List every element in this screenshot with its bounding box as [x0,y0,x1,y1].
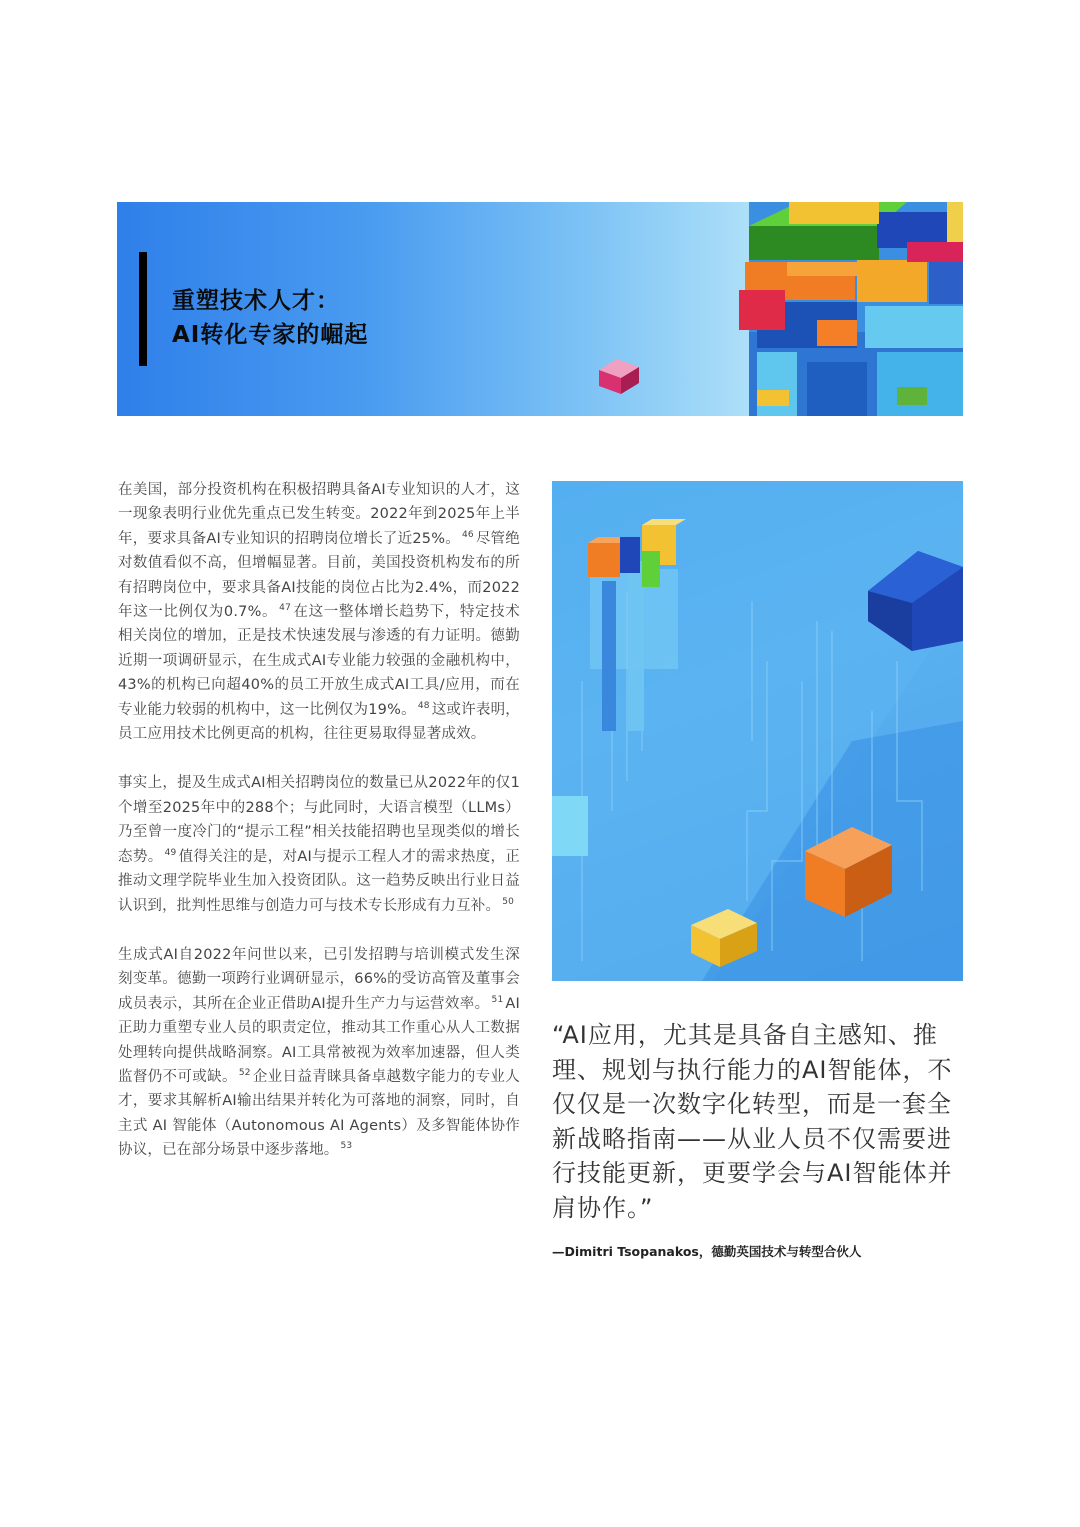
footnote-ref: 53 [340,1141,353,1152]
footnote-ref: 50 [502,896,515,907]
paragraph-1 [118,478,520,746]
footnote-ref: 46 [461,529,474,540]
p2-text-a: 事实上，提及生成式AI相关招聘岗位的数量已从2022年的仅1个增至2025年中的288个；与此同时，大语言模型（LLMs）乃至曾一度冷门的“提示工程”相关技能招聘也呈现类似的增长态势。 [118,775,520,865]
footnote-ref: 47 [279,603,291,614]
footnote-ref: 49 [164,847,177,858]
p1-text-c: 在这一整体增长趋势下，特定技术相关岗位的增加，正是技术快速发展与渗透的有力证明。德勤近期一项调研显示，在生成式AI专业能力较强的金融机构中，43%的机构已向超40%的员工开放生成式AI工具/应用，而在专业能力较弱的机构中，这一比例仅为19%。 [118,604,520,718]
p3-text-a: 生成式AI自2022年问世以来，已引发招聘与培训模式发生深刻变革。德勤一项跨行业调研显示，66%的受访高管及董事会成员表示，其所在企业正借助AI提升生产力与运营效率。 [118,946,520,1012]
header-banner [117,202,963,416]
paragraph-3 [118,943,520,1163]
footnote-ref: 52 [238,1068,251,1079]
paragraph-2 [118,771,520,917]
footnote-ref: 48 [417,700,430,711]
p1-text-b: 尽管绝对数值看似不高，但增幅显著。目前，美国投资机构发布的所有招聘岗位中，要求具备AI技能的岗位占比为2.4%，而2022年这一比例仅为0.7%。 [118,530,520,621]
title-line-2: AI转化专家的崛起 [172,322,369,348]
p3-text-c: 企业日益青睐具备卓越数字能力的专业人才，要求其解析AI输出结果并转化为可落地的洞察，同时，自主式 AI 智能体（Autonomous AI Agents）及多智能体协作协议，已在部分场景中逐步落地。 [118,1068,520,1159]
pull-quote: “AI应用，尤其是具备自主感知、推理、规划与执行能力的AI智能体，不仅仅是一次数字化转型，而是一套全新战略指南——从业人员不仅需要进行技能更新，更要学会与AI智能体并肩协作。” [552,1021,953,1222]
section-title [172,284,368,352]
title-accent-bar [139,252,147,366]
body-text-column [118,478,520,1188]
p1-text-a: 在美国，部分投资机构在积极招聘具备AI专业知识的人才，这一现象表明行业优先重点已发生转变。2022年到2025年上半年，要求具备AI专业知识的招聘岗位增长了近25%。 [118,482,520,547]
floating-blocks-illustration [552,481,963,981]
p1-text-d: 这或许表明，员工应用技术比例更高的机构，往往更易取得显著成效。 [118,701,520,743]
title-line-1: 重塑技术人才： [172,288,340,314]
p2-text-b: 值得关注的是，对AI与提示工程人才的需求热度，正推动文理学院毕业生加入投资团队。这一趋势反映出行业日益认识到，批判性思维与创造力可与技术专长形成有力互补。 [118,848,520,914]
quote-attribution: —Dimitri Tsopanakos，德勤英国技术与转型合伙人 [552,1244,862,1259]
isometric-blocks-artwork [552,481,963,981]
p3-text-b: AI正助力重塑专业人员的职责定位，推动其工作重心从人工数据处理转向提供战略洞察。AI工具常被视为效率加速器，但人类监督仍不可或缺。 [118,995,520,1085]
footnote-ref: 51 [491,994,504,1005]
